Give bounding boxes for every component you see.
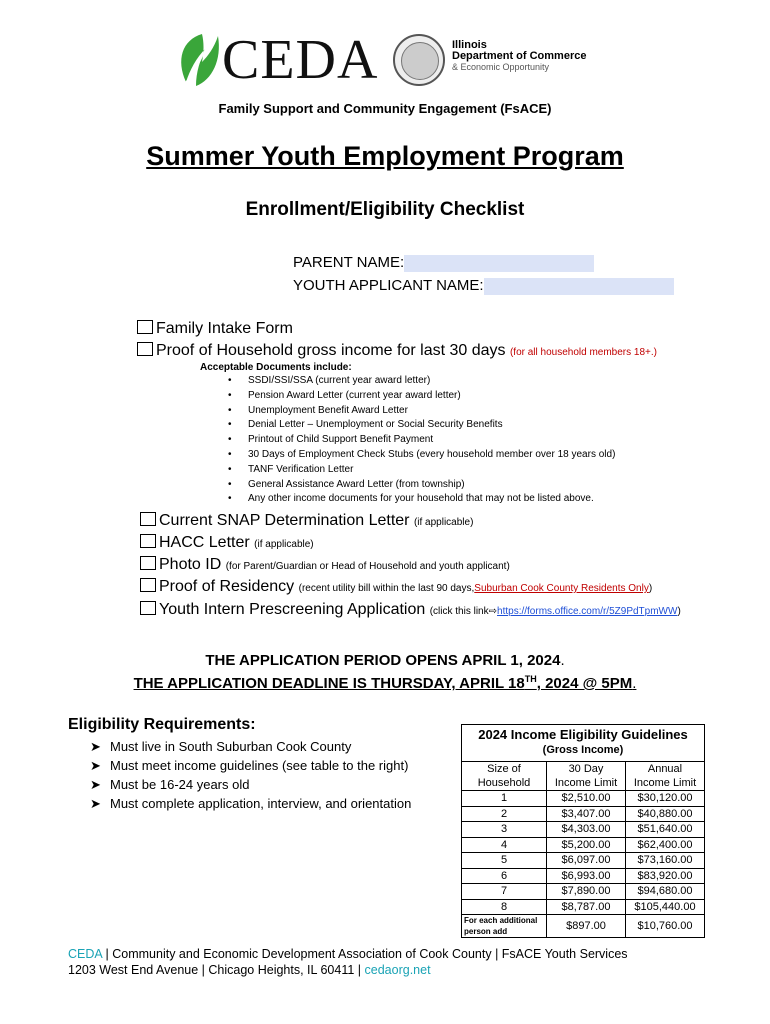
checklist-item-snap: [140, 512, 473, 530]
youth-name-field[interactable]: [484, 278, 674, 295]
item-prescreening-label: Youth Intern Prescreening Application: [159, 601, 426, 618]
footer-org-full: | Community and Economic Development Association of Cook County | FsACE Youth Services: [102, 947, 628, 961]
footer: [68, 946, 628, 978]
list-item: [90, 775, 411, 794]
list-item: • 30 Days of Employment Check Stubs (every household member over 18 years old): [200, 448, 615, 463]
table-row: 7 $7,890.00 $94,680.00: [462, 884, 705, 900]
footer-org: CEDA: [68, 947, 103, 961]
checkbox-hacc[interactable]: [140, 534, 156, 548]
eligibility-heading: Eligibility Requirements:: [68, 716, 256, 733]
eligibility-item-text: Must be 16-24 years old: [110, 777, 250, 792]
table-row: 2 $3,407.00 $40,880.00: [462, 806, 705, 822]
item-photo-id-label: Photo ID: [159, 556, 222, 573]
checklist-item-residency: [140, 578, 652, 596]
list-item: [90, 737, 411, 756]
arrow-right-icon: ⇨: [488, 606, 498, 617]
ceda-logo-text: CEDA: [222, 29, 379, 91]
page-title: Summer Youth Employment Program: [146, 141, 624, 171]
parent-name-field[interactable]: [404, 255, 594, 272]
dceo-line-3: & Economic Opportunity: [452, 62, 550, 72]
table-row: 5 $6,097.00 $73,160.00: [462, 853, 705, 869]
list-item: • Unemployment Benefit Award Letter: [200, 404, 615, 419]
parent-name-label: PARENT NAME:: [293, 254, 405, 271]
table-row-additional: For each additional person add $897.00 $10,760.00: [462, 915, 705, 938]
item-residency-red-note: Suburban Cook County Residents Only: [474, 583, 649, 594]
checklist-item-prescreening: [140, 601, 681, 619]
col-header-annual: Annual Income Limit: [626, 762, 705, 791]
arrow-bullet-icon: ➤: [90, 739, 101, 754]
income-guidelines-table: [461, 724, 705, 938]
page-subtitle: Enrollment/Eligibility Checklist: [245, 199, 525, 220]
table-row: 1 $2,510.00 $30,120.00: [462, 791, 705, 807]
opens-text: THE APPLICATION PERIOD OPENS APRIL 1, 2024: [205, 652, 561, 669]
youth-name-label: YOUTH APPLICANT NAME:: [293, 277, 484, 294]
table-row: 4 $5,200.00 $62,400.00: [462, 837, 705, 853]
item-prescreening-close: ): [677, 606, 681, 617]
deadline-text: THE APPLICATION DEADLINE IS THURSDAY, APRIL 18: [133, 675, 525, 692]
footer-address: 1203 West End Avenue | Chicago Heights, IL 60411 |: [68, 963, 365, 977]
dceo-logo: [452, 40, 586, 73]
illinois-seal-icon: [393, 34, 445, 86]
table-subtitle: (Gross Income): [462, 743, 705, 762]
eligibility-item-text: Must meet income guidelines (see table to the right): [110, 758, 409, 773]
table-title: 2024 Income Eligibility Guidelines: [462, 725, 705, 743]
list-item: • SSDI/SSI/SSA (current year award letter): [200, 374, 615, 389]
application-opens: THE APPLICATION PERIOD OPENS APRIL 1, 2024.: [205, 652, 565, 669]
checkbox-income[interactable]: [137, 342, 153, 356]
arrow-bullet-icon: ➤: [90, 758, 101, 773]
item-income-label: Proof of Household gross income for last 30 days: [156, 342, 506, 359]
list-item: • General Assistance Award Letter (from township): [200, 478, 615, 493]
item-snap-label: Current SNAP Determination Letter: [159, 512, 410, 529]
eligibility-item-text: Must complete application, interview, and orientation: [110, 796, 412, 811]
eligibility-list: [90, 737, 411, 813]
application-deadline: THE APPLICATION DEADLINE IS THURSDAY, APRIL 18TH, 2024 @ 5PM.: [133, 674, 637, 692]
list-item: • Denial Letter – Unemployment or Social Security Benefits: [200, 418, 615, 433]
item-income-note: (for all household members 18+.): [509, 347, 657, 358]
eligibility-item-text: Must live in South Suburban Cook County: [110, 739, 352, 754]
acceptable-documents: [200, 362, 615, 507]
table-row: 3 $4,303.00 $51,640.00: [462, 822, 705, 838]
prescreening-link[interactable]: https://forms.office.com/r/5Z9PdTpmWW: [497, 606, 678, 617]
item-residency-label: Proof of Residency: [159, 578, 295, 595]
deadline-sup: TH: [524, 674, 537, 684]
col-header-30day: 30 Day Income Limit: [547, 762, 626, 791]
list-item: • Printout of Child Support Benefit Payment: [200, 433, 615, 448]
table-row: 6 $6,993.00 $83,920.00: [462, 868, 705, 884]
footer-line-1: [68, 946, 628, 962]
checkbox-snap[interactable]: [140, 512, 156, 526]
dceo-line-1: Illinois: [452, 39, 487, 51]
list-item: [90, 794, 411, 813]
item-prescreening-note: (click this link: [429, 606, 489, 617]
checkbox-photo-id[interactable]: [140, 556, 156, 570]
col-header-size: Size of Household: [462, 762, 547, 791]
footer-website-link[interactable]: cedaorg.net: [364, 963, 431, 977]
item-intake-label: Family Intake Form: [156, 320, 293, 337]
arrow-bullet-icon: ➤: [90, 777, 101, 792]
department-name: Family Support and Community Engagement (FsACE): [218, 101, 552, 116]
list-item: • TANF Verification Letter: [200, 463, 615, 478]
item-snap-note: (if applicable): [413, 517, 474, 528]
list-item: [90, 756, 411, 775]
deadline-time: , 2024 @ 5PM: [536, 675, 633, 692]
youth-name-row: [293, 277, 674, 295]
checkbox-intake[interactable]: [137, 320, 153, 334]
list-item: • Pension Award Letter (current year award letter): [200, 389, 615, 404]
item-hacc-label: HACC Letter: [159, 534, 250, 551]
item-photo-id-note: (for Parent/Guardian or Head of Household and youth applicant): [225, 561, 510, 572]
item-residency-note: (recent utility bill within the last 90 days,: [298, 583, 475, 594]
checklist-item-intake: [137, 320, 293, 338]
footer-line-2: [68, 962, 628, 978]
item-residency-close: ): [648, 583, 653, 594]
arrow-bullet-icon: ➤: [90, 796, 101, 811]
checklist-item-income: [137, 342, 657, 360]
documents-header: Acceptable Documents include:: [200, 362, 352, 373]
checklist-item-hacc: [140, 534, 314, 552]
table-row: 8 $8,787.00 $105,440.00: [462, 899, 705, 915]
dceo-line-2: Department of Commerce: [452, 50, 587, 62]
list-item: • Any other income documents for your household that may not be listed above.: [200, 492, 615, 507]
checkbox-prescreening[interactable]: [140, 601, 156, 615]
checkbox-residency[interactable]: [140, 578, 156, 592]
item-hacc-note: (if applicable): [254, 539, 314, 550]
checklist-item-photo-id: [140, 556, 510, 574]
parent-name-row: [293, 254, 594, 272]
